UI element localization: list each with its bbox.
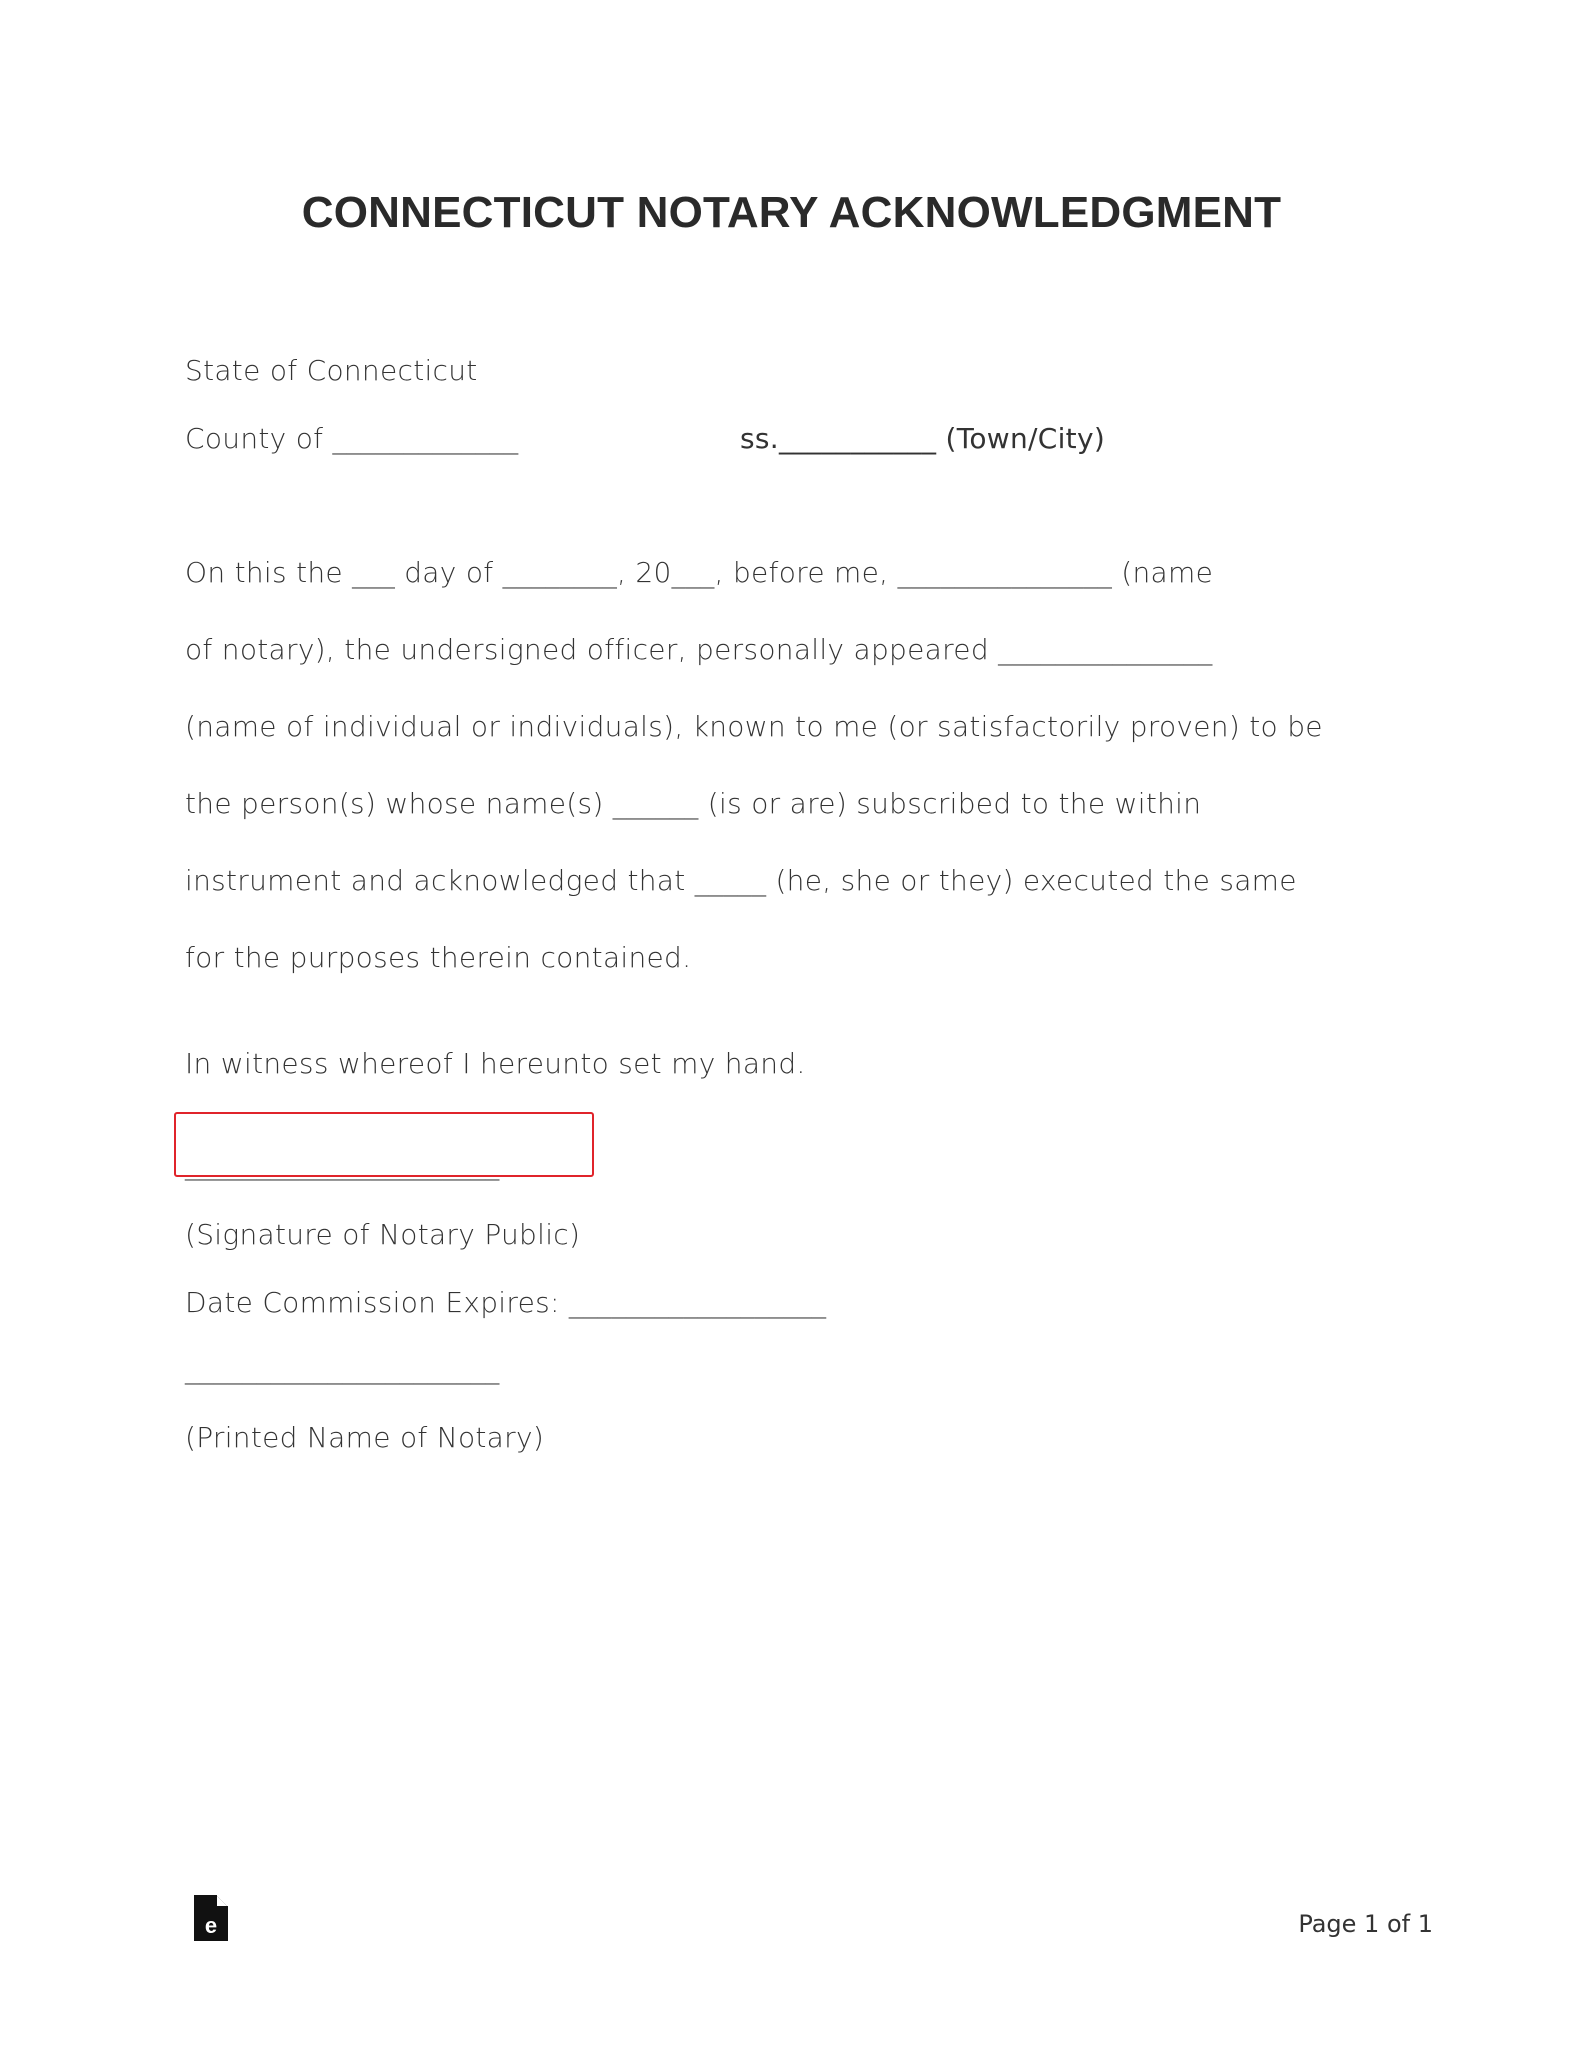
svg-text:e: e (204, 1913, 218, 1938)
printed-name-line: ______________________ (185, 1352, 500, 1385)
body-line-2: of notary), the undersigned officer, personally appeared _______________ (185, 633, 1213, 666)
town-city-field: ss.___________ (Town/City) (740, 422, 1106, 455)
body-line-1: On this the ___ day of ________, 20___, before me, _______________ (name (185, 556, 1214, 589)
commission-expires-field: Date Commission Expires: __________________ (185, 1286, 827, 1319)
body-line-6: for the purposes therein contained. (185, 941, 692, 974)
county-field: County of _____________ (185, 422, 519, 455)
signature-line: ______________________ (185, 1148, 500, 1181)
body-line-5: instrument and acknowledged that _____ (he, she or they) executed the same (185, 864, 1297, 897)
state-line: State of Connecticut (185, 354, 478, 387)
document-title: CONNECTICUT NOTARY ACKNOWLEDGMENT (301, 188, 1282, 237)
signature-field-box[interactable] (174, 1112, 594, 1177)
page-number: Page 1 of 1 (1298, 1910, 1433, 1938)
signature-label: (Signature of Notary Public) (185, 1218, 581, 1251)
eforms-logo-icon (192, 1893, 230, 1943)
body-line-3: (name of individual or individuals), known to me (or satisfactorily proven) to be (185, 710, 1323, 743)
witness-statement: In witness whereof I hereunto set my hand. (185, 1047, 806, 1080)
body-line-4: the person(s) whose name(s) ______ (is or are) subscribed to the within (185, 787, 1202, 820)
printed-name-label: (Printed Name of Notary) (185, 1421, 545, 1454)
